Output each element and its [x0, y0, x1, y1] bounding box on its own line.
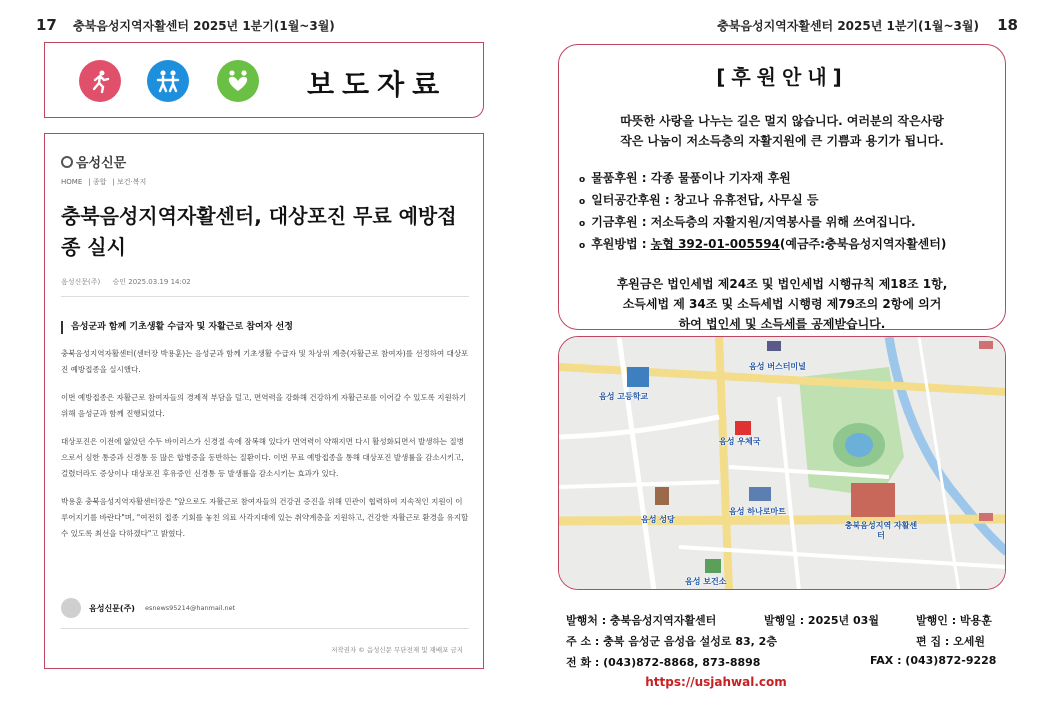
intro-line: 작은 나눔이 저소득층의 자활지원에 큰 기쁨과 용기가 됩니다. — [620, 134, 944, 148]
map-label-bus-terminal: 음성 버스터미널 — [749, 362, 806, 371]
bank-account: 농협 392-01-005594 — [650, 237, 780, 251]
donation-list — [579, 168, 1005, 256]
donation-item-text: 물품후원 : 각종 물품이나 기자재 후원 — [591, 171, 791, 185]
address: 주 소 : 충북 음성군 음성읍 설성로 83, 2층 — [566, 635, 777, 648]
breadcrumb: HOME | 종합 | 보건·복지 — [61, 178, 147, 186]
map-label-high-school: 음성 고등학교 — [599, 392, 649, 401]
donation-item-text: 기금후원 : 저소득층의 자활지원/지역봉사를 위해 쓰여집니다. — [591, 215, 916, 229]
account-holder: (예금주:충북음성지역자활센터) — [779, 237, 947, 251]
publisher: 발행인 : 박용훈 — [916, 614, 992, 627]
author-name: 음성신문(주) — [89, 603, 135, 613]
article-paragraph: 대상포진은 이전에 앓았던 수두 바이러스가 신경절 속에 잠복해 있다가 면역력이 약해지면 다시 활성화되면서 발생하는 질병으로서 심한 통증과 신경통 등 많은 합병증을 동반하는 질환이다. 이번 무료 예방접종을 통해 대상포진 발생률을 감소시키고, 걸렸더라도 증상이나 대상포진 후유증인 신경통 등 발생률을 감소시키는 효과가 있다. — [61, 437, 464, 478]
issue-date: 발행일 : 2025년 03월 — [764, 614, 879, 627]
intro-line: 따뜻한 사랑을 나누는 길은 멀지 않습니다. 여러분의 작은사랑 — [620, 114, 944, 128]
article-paragraph: 박용훈 충북음성지역자활센터장은 "앞으로도 자활근로 참여자들의 건강권 증진을 위해 민관이 협력하여 지속적인 지원이 이루어지기를 바란다"며, "여전히 접종 기회를 놓친 의료 사각지대에 있는 취약계층을 지원하고, 건강한 자활근로 환경을 유지할 수 있도록 최선을 다하겠다"고 밝혔다. — [61, 497, 469, 538]
left-page-number: 17 — [36, 16, 57, 34]
map-label-church: 음성 성당 — [641, 515, 675, 524]
heart-people-icon — [217, 60, 259, 102]
article-meta — [61, 277, 469, 297]
article-headline: 충북음성지역자활센터, 대상포진 무료 예방접종 실시 — [61, 204, 457, 259]
map-label-self-support-center: 충북음성지역 자활센터 — [844, 521, 918, 540]
article-subhead: 음성군과 함께 기초생활 수급자 및 자활근로 참여자 선정 — [61, 321, 469, 334]
phone: 전 화 : (043)872-8868, 873-8898 — [566, 656, 761, 669]
donation-footer — [559, 274, 1005, 334]
press-title-box — [44, 42, 484, 118]
map-label-post-office: 음성 우체국 — [719, 437, 761, 446]
footer-line: 소득세법 제 34조 및 소득세법 시행령 제79조의 2항에 의거 — [622, 297, 942, 311]
article-paragraph: 이번 예방접종은 자활근로 참여자들의 경제적 부담을 덜고, 면역력을 강화해 건강하게 자활근로를 이어갈 수 있도록 지원하기 위해 음성군과 함께 진행되었다. — [61, 393, 467, 418]
breadcrumb-item[interactable]: HOME — [61, 178, 83, 186]
issuer: 발행처 : 충북음성지역자활센터 — [566, 614, 717, 627]
right-header-title: 충북음성지역자활센터 2025년 1분기(1월~3월) — [717, 19, 979, 33]
left-header-title: 충북음성지역자활센터 2025년 1분기(1월~3월) — [73, 19, 335, 33]
article-byline: 음성신문(주) — [61, 278, 101, 286]
donation-item: o 일터공간후원 : 창고나 유휴전답, 사무실 등 — [579, 193, 819, 207]
fax: FAX : (043)872-9228 — [870, 654, 997, 667]
map-label-mart: 음성 하나로마트 — [729, 507, 786, 516]
donation-box — [558, 44, 1006, 330]
donation-item-text: 일터공간후원 : 창고나 유휴전답, 사무실 등 — [591, 193, 819, 207]
avatar — [61, 598, 81, 618]
donation-item-text: 후원방법 : — [591, 237, 651, 251]
donation-intro — [559, 111, 1005, 151]
outlet-name: 음성신문 — [76, 156, 127, 171]
donation-title: [후원안내] — [716, 65, 848, 89]
article-approved: 승인 2025.03.19 14:02 — [112, 278, 191, 286]
author-row — [61, 598, 469, 629]
article-copyright: 저작권자 © 음성신문 무단전재 및 재배포 금지 — [331, 646, 463, 654]
outlet-logo — [61, 152, 469, 171]
right-page-number: 18 — [997, 16, 1018, 34]
editor: 편 집 : 오세원 — [916, 635, 986, 648]
breadcrumb-item[interactable]: 보건·복지 — [116, 178, 147, 186]
map-graphic — [559, 337, 1006, 590]
footer-line: 후원금은 법인세법 제24조 및 법인세법 시행규칙 제18조 1항, — [616, 277, 948, 291]
runner-icon — [79, 60, 121, 102]
right-page-header — [717, 16, 1018, 34]
location-map[interactable] — [558, 336, 1006, 590]
left-page-header — [36, 16, 335, 34]
donation-item: o 물품후원 : 각종 물품이나 기자재 후원 — [579, 171, 791, 185]
donation-item: o 기금후원 : 저소득층의 자활지원/지역봉사를 위해 쓰여집니다. — [579, 215, 916, 229]
news-article — [44, 133, 484, 669]
publisher-info — [566, 612, 1006, 675]
donation-item: o 후원방법 : 농협 392-01-005594(예금주:충북음성지역자활센터) — [579, 237, 947, 251]
website-link[interactable]: https://usjahwal.com — [645, 675, 787, 689]
breadcrumb-item[interactable]: 종합 — [92, 178, 107, 186]
logo-icon — [61, 156, 73, 168]
press-title: 보도자료 — [307, 68, 448, 101]
people-icon — [147, 60, 189, 102]
author-email[interactable]: esnews95214@hanmail.net — [144, 604, 236, 612]
map-label-health-center: 음성 보건소 — [685, 577, 727, 586]
article-paragraph: 충북음성지역자활센터(센터장 박용훈)는 음성군과 함께 기초생활 수급자 및 차상위 계층(자활근로 참여자)를 선정하여 대상포진 예방접종을 실시했다. — [61, 349, 469, 374]
footer-line: 하여 법인세 및 소득세를 공제받습니다. — [678, 317, 886, 331]
